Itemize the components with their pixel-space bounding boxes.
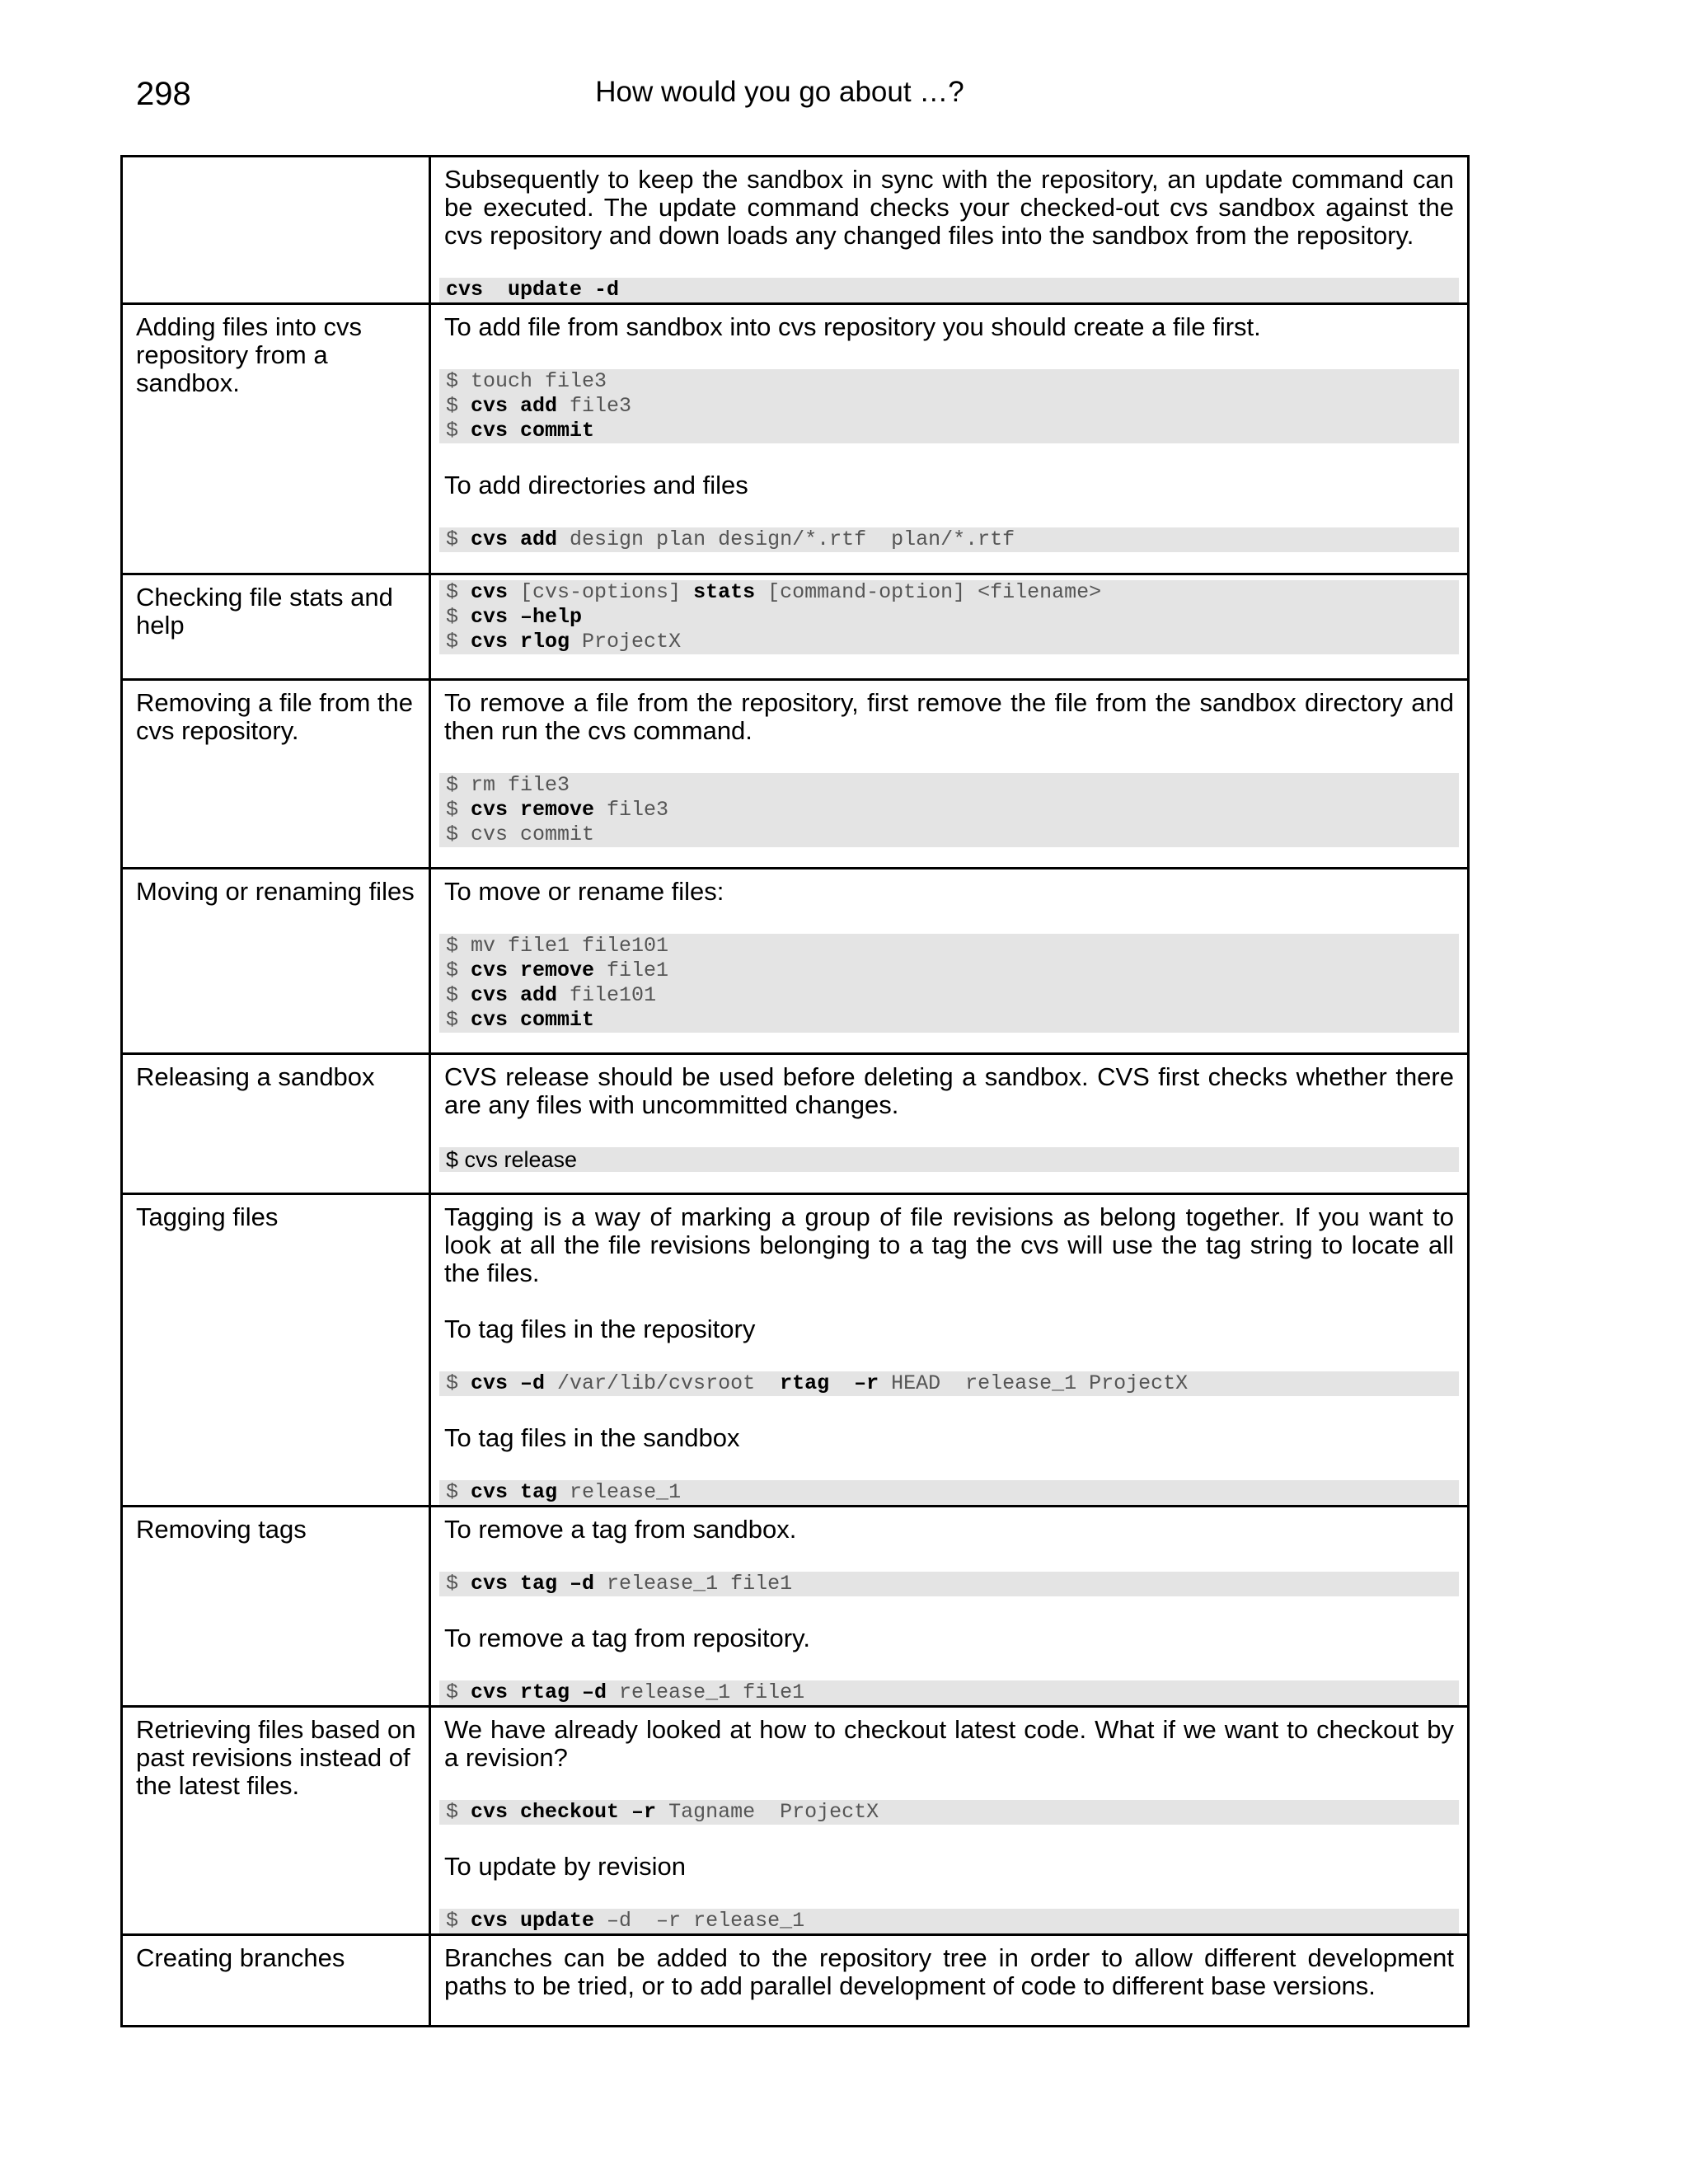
- spacer: [439, 1119, 1459, 1147]
- command-block: [439, 369, 1459, 443]
- command-argument: $: [446, 1480, 471, 1504]
- table-row: [122, 157, 1469, 304]
- command-block: [439, 934, 1459, 1033]
- topic-cell: [122, 1507, 430, 1707]
- topic-label: Checking file stats and help: [136, 583, 393, 640]
- command-argument: –d –r release_1: [594, 1909, 805, 1933]
- table-row: [122, 574, 1469, 680]
- description-cell: [430, 157, 1469, 304]
- command-line: [446, 958, 1452, 983]
- command-line: [446, 630, 1452, 654]
- command-argument: $: [446, 798, 471, 822]
- description-cell: [430, 1507, 1469, 1707]
- command-keyword: cvs remove: [471, 798, 595, 822]
- topic-label: Tagging files: [136, 1202, 279, 1231]
- command-argument: release_1: [557, 1480, 682, 1504]
- description-text: We have already looked at how to checkout latest code. What if we want to checkout by a revision?: [444, 1715, 1454, 1772]
- command-keyword: cvs commit: [471, 419, 595, 443]
- command-line: [446, 1008, 1452, 1033]
- table-row: [122, 1507, 1469, 1707]
- topic-cell: [122, 574, 430, 680]
- command-keyword: cvs add: [471, 527, 558, 551]
- command-block: [439, 1909, 1459, 1933]
- command-argument: $: [446, 419, 471, 443]
- command-keyword: stats: [693, 580, 756, 604]
- command-keyword: cvs add: [471, 983, 558, 1007]
- spacer: [439, 745, 1459, 773]
- spacer: [439, 499, 1459, 527]
- table-row: [122, 304, 1469, 574]
- topic-cell: [122, 1054, 430, 1194]
- command-block: [439, 527, 1459, 552]
- description-text: Subsequently to keep the sandbox in sync with the repository, an update command can be executed. The update command checks your checked-out cvs sandbox against the cvs repository and down loads any changed files into the sandbox from the repository.: [444, 165, 1454, 250]
- command-argument: $: [446, 394, 471, 418]
- command-line: [446, 1909, 1452, 1933]
- description-cell: [430, 1707, 1469, 1935]
- command-argument: $ mv file1 file101: [446, 934, 669, 958]
- page-number: 298: [136, 76, 191, 112]
- description-text: To remove a file from the repository, first remove the file from the sandbox directory and then run the cvs command.: [444, 688, 1454, 745]
- command-line: [446, 419, 1452, 443]
- command-keyword: cvs –d: [471, 1371, 546, 1395]
- command-line: [446, 1371, 1452, 1396]
- spacer: [439, 1452, 1459, 1480]
- command-argument: HEAD release_1 ProjectX: [879, 1371, 1189, 1395]
- command-block: [439, 1800, 1459, 1825]
- command-argument: [command-option] <filename>: [755, 580, 1102, 604]
- command-line: [446, 823, 1452, 847]
- command-keyword: –r: [854, 1371, 879, 1395]
- command-keyword: cvs tag –d: [471, 1572, 595, 1596]
- spacer: [439, 1544, 1459, 1572]
- description-text: To add file from sandbox into cvs repository you should create a file first.: [444, 312, 1261, 341]
- description-text: CVS release should be used before deleting a sandbox. CVS first checks whether there are any files with uncommitted changes.: [444, 1062, 1454, 1119]
- command-argument: Tagname ProjectX: [656, 1800, 879, 1824]
- spacer: [439, 341, 1459, 369]
- command-argument: file3: [557, 394, 632, 418]
- description-cell: [430, 1194, 1469, 1507]
- command-argument: [cvs-options]: [508, 580, 694, 604]
- description-text: To remove a tag from sandbox.: [444, 1515, 797, 1544]
- spacer: [439, 1825, 1459, 1853]
- topic-cell: [122, 1935, 430, 2027]
- command-argument: release_1 file1: [607, 1680, 805, 1704]
- command-line: [446, 1572, 1452, 1596]
- command-argument: $: [446, 527, 471, 551]
- command-argument: file3: [594, 798, 669, 822]
- command-keyword: cvs rtag –d: [471, 1680, 607, 1704]
- command-block: [439, 773, 1459, 847]
- table-row: [122, 680, 1469, 869]
- command-keyword: cvs: [471, 580, 509, 604]
- spacer: [439, 1343, 1459, 1371]
- description-text: Branches can be added to the repository tree in order to allow different development paths to be tried, or to add parallel development of code to different base versions.: [444, 1943, 1454, 2000]
- spacer: [439, 1881, 1459, 1909]
- spacer: [439, 1596, 1459, 1624]
- command-argument: file1: [594, 958, 669, 982]
- command-line: [446, 1680, 1452, 1705]
- topic-cell: [122, 680, 430, 869]
- topic-label: Retrieving files based on past revisions instead of the latest files.: [136, 1715, 416, 1800]
- table-body: [122, 157, 1469, 2027]
- description-cell: [430, 869, 1469, 1054]
- topic-label: Removing a file from the cvs repository.: [136, 688, 413, 745]
- table-row: [122, 1054, 1469, 1194]
- description-cell: [430, 304, 1469, 574]
- spacer: [439, 1772, 1459, 1800]
- spacer: [439, 1396, 1459, 1424]
- description-text: To add directories and files: [444, 471, 748, 499]
- command-keyword: cvs tag: [471, 1480, 558, 1504]
- command-argument: $: [446, 1572, 471, 1596]
- spacer: [439, 443, 1459, 471]
- command-line: [446, 1147, 1452, 1172]
- topic-cell: [122, 869, 430, 1054]
- command-block: [439, 278, 1459, 302]
- command-line: [446, 934, 1452, 958]
- description-text: To update by revision: [444, 1852, 686, 1881]
- description-cell: [430, 574, 1469, 680]
- command-argument: $ rm file3: [446, 773, 570, 797]
- command-line: [446, 773, 1452, 798]
- table-row: [122, 1707, 1469, 1935]
- spacer: [439, 906, 1459, 934]
- description-text: To tag files in the repository: [444, 1315, 756, 1343]
- topic-label: Creating branches: [136, 1943, 345, 1972]
- description-text: To tag files in the sandbox: [444, 1423, 740, 1452]
- command-argument: file101: [557, 983, 657, 1007]
- command-keyword: cvs add: [471, 394, 558, 418]
- command-keyword: cvs –help: [471, 605, 583, 629]
- spacer: [439, 1287, 1459, 1315]
- spacer: [439, 250, 1459, 278]
- command-argument: $: [446, 1680, 471, 1704]
- topic-cell: [122, 157, 430, 304]
- spacer: [439, 1652, 1459, 1680]
- description-text: To move or rename files:: [444, 877, 724, 906]
- topic-label: [136, 157, 417, 166]
- command-keyword: cvs checkout –r: [471, 1800, 657, 1824]
- command-keyword: rtag: [780, 1371, 830, 1395]
- command-argument: $ touch file3: [446, 369, 607, 393]
- command-argument: $: [446, 630, 471, 654]
- table-row: [122, 1194, 1469, 1507]
- command-block: [439, 580, 1459, 654]
- command-line: [446, 1480, 1452, 1505]
- description-cell: [430, 1054, 1469, 1194]
- command-block: [439, 1680, 1459, 1705]
- command-line: [446, 983, 1452, 1008]
- command-block: [439, 1480, 1459, 1505]
- command-argument: ProjectX: [570, 630, 682, 654]
- running-title: How would you go about …?: [595, 76, 964, 108]
- command-argument: $: [446, 1008, 471, 1032]
- description-text: To remove a tag from repository.: [444, 1624, 810, 1652]
- command-argument: $: [446, 1909, 471, 1933]
- topic-cell: [122, 1707, 430, 1935]
- description-cell: [430, 1935, 1469, 2027]
- command-argument: $: [446, 958, 471, 982]
- table-row: [122, 1935, 1469, 2027]
- command-keyword: cvs commit: [471, 1008, 595, 1032]
- command-line: [446, 1800, 1452, 1825]
- command-argument: $: [446, 1800, 471, 1824]
- command-argument: /var/lib/cvsroot: [545, 1371, 781, 1395]
- description-text: Tagging is a way of marking a group of file revisions as belong together. If you want to look at all the file revisions belonging to a tag the cvs will use the tag string to locate all the files.: [444, 1202, 1454, 1287]
- command-keyword: cvs rlog: [471, 630, 570, 654]
- topic-cell: [122, 304, 430, 574]
- command-line: [446, 527, 1452, 552]
- command-line: [446, 394, 1452, 419]
- command-argument: $: [446, 580, 471, 604]
- table-row: [122, 869, 1469, 1054]
- description-cell: [430, 680, 1469, 869]
- command-keyword: cvs update -d: [446, 278, 620, 302]
- topic-cell: [122, 1194, 430, 1507]
- cvs-commands-table: [120, 155, 1470, 2027]
- command-keyword: cvs update: [471, 1909, 595, 1933]
- topic-label: Moving or renaming files: [136, 877, 415, 906]
- topic-label: Adding files into cvs repository from a sandbox.: [136, 312, 362, 397]
- command-keyword: cvs remove: [471, 958, 595, 982]
- command-argument: $ cvs commit: [446, 823, 595, 846]
- command-argument: $: [446, 983, 471, 1007]
- command-line: [446, 605, 1452, 630]
- command-argument: design plan design/*.rtf plan/*.rtf: [557, 527, 1015, 551]
- command-line: [446, 580, 1452, 605]
- command-argument: release_1 file1: [594, 1572, 793, 1596]
- command-line: [446, 278, 1452, 302]
- command-line: [446, 798, 1452, 823]
- command-argument: $: [446, 605, 471, 629]
- command-block: [439, 1371, 1459, 1396]
- command-block: [439, 1147, 1459, 1172]
- topic-label: Removing tags: [136, 1515, 307, 1544]
- command-argument: $ cvs release: [446, 1147, 578, 1172]
- command-argument: $: [446, 1371, 471, 1395]
- command-block: [439, 1572, 1459, 1596]
- command-line: [446, 369, 1452, 394]
- command-argument: [829, 1371, 854, 1395]
- topic-label: Releasing a sandbox: [136, 1062, 375, 1091]
